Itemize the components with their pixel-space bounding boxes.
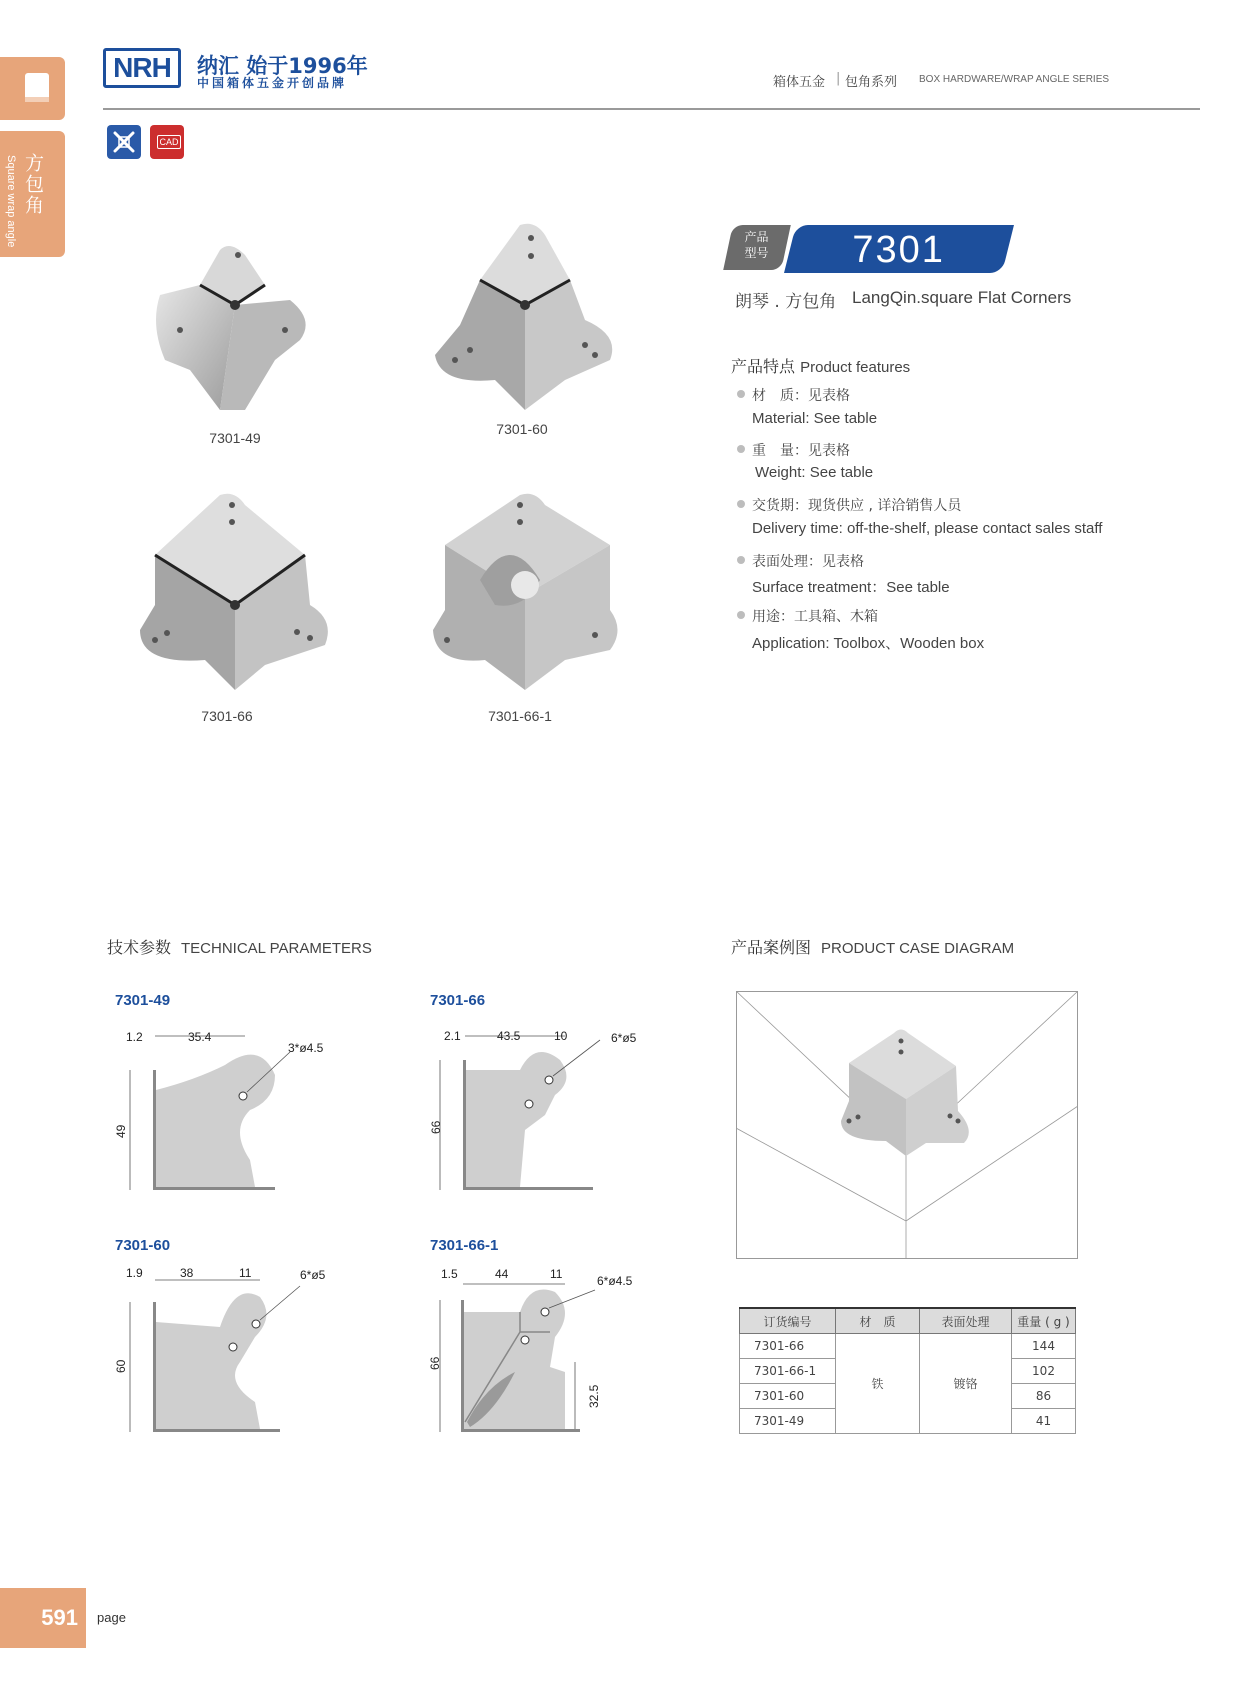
feature-bullet <box>737 500 745 508</box>
dim-7301-49-height: 49 <box>114 1124 128 1138</box>
drawing-title-7301-60: 7301-60 <box>115 1237 171 1254</box>
feature-application-en: Application: Toolbox、Wooden box <box>752 635 985 652</box>
model-tool-icon[interactable] <box>107 125 141 159</box>
th-order-code: 订货编号 <box>740 1308 836 1334</box>
product-label-7301-66-1: 7301-66-1 <box>488 708 552 724</box>
cell-weight: 144 <box>1012 1334 1076 1359</box>
drawing-title-7301-49: 7301-49 <box>115 992 171 1009</box>
feature-delivery-en: Delivery time: off-the-shelf, please contact sales staff <box>752 520 1103 537</box>
drawing-7301-66 <box>425 1030 655 1200</box>
cell-weight: 41 <box>1012 1409 1076 1434</box>
feature-application-cn: 用途：工具箱、木箱 <box>752 609 878 625</box>
product-label-7301-49: 7301-49 <box>209 430 261 446</box>
cell-material: 铁 <box>836 1334 920 1434</box>
dim-7301-49-holes: 3*ø4.5 <box>288 1041 324 1055</box>
model-number-badge <box>784 225 1014 273</box>
product-image-7301-66 <box>135 490 335 690</box>
cell-code: 7301-66 <box>740 1334 836 1359</box>
case-title-en: PRODUCT CASE DIAGRAM <box>821 940 1015 957</box>
product-image-7301-60 <box>425 220 625 415</box>
drawing-title-7301-66-1: 7301-66-1 <box>430 1237 499 1254</box>
dim-7301-66-1-d2: 44 <box>495 1267 509 1281</box>
dim-7301-66-d1: 2.1 <box>444 1029 461 1043</box>
brand-subtitle: 中国箱体五金开创品牌 <box>197 76 348 90</box>
header-divider: | <box>836 71 841 86</box>
dim-7301-66-1-holes: 6*ø4.5 <box>597 1274 633 1288</box>
dim-7301-66-1-height: 66 <box>428 1356 442 1370</box>
case-title-cn: 产品案例图 <box>731 938 812 957</box>
case-diagram-image <box>736 991 1078 1259</box>
feature-surface-en: Surface treatment：See table <box>752 579 950 596</box>
cell-weight: 86 <box>1012 1384 1076 1409</box>
case-diagram-title <box>731 935 1014 958</box>
feature-bullet <box>737 556 745 564</box>
dim-7301-49-d1: 1.2 <box>126 1030 143 1044</box>
model-tag-label <box>723 225 791 270</box>
th-surface: 表面处理 <box>920 1308 1012 1334</box>
header-category-en: BOX HARDWARE/WRAP ANGLE SERIES <box>919 74 1110 85</box>
side-label-en: Square wrap angle <box>5 155 17 248</box>
spec-table <box>739 1307 1076 1434</box>
cell-weight: 102 <box>1012 1359 1076 1384</box>
brand-name: 纳汇 始于1996年 <box>197 54 368 78</box>
header-rule <box>103 108 1200 110</box>
dim-7301-60-holes: 6*ø5 <box>300 1268 326 1282</box>
cell-code: 7301-60 <box>740 1384 836 1409</box>
header-category-2: 包角系列 <box>845 75 898 90</box>
table-header-row <box>740 1308 1076 1334</box>
cell-surface: 镀铬 <box>920 1334 1012 1434</box>
model-tag-line-1: 产品 <box>744 230 769 244</box>
product-name-cn: 朗琴 . 方包角 <box>735 292 837 312</box>
feature-bullet <box>737 445 745 453</box>
dim-7301-66-holes: 6*ø5 <box>611 1031 637 1045</box>
dim-7301-66-d2: 43.5 <box>497 1029 521 1043</box>
table-row <box>740 1334 1076 1359</box>
drawing-7301-60 <box>110 1272 340 1442</box>
dim-7301-60-d2: 38 <box>180 1266 194 1280</box>
product-image-7301-49 <box>150 240 320 410</box>
th-material: 材 质 <box>836 1308 920 1334</box>
dim-7301-66-1-d1: 1.5 <box>441 1267 458 1281</box>
model-tag-line-2: 型号 <box>744 246 769 260</box>
feature-delivery-cn: 交货期：现货供应 , 详洽销售人员 <box>752 498 962 514</box>
product-name-en: LangQin.square Flat Corners <box>852 288 1072 307</box>
tech-title-cn: 技术参数 <box>107 938 172 957</box>
dim-7301-60-d3: 11 <box>239 1266 252 1280</box>
tech-params-title <box>107 935 372 958</box>
drawing-7301-66-1 <box>425 1272 655 1447</box>
dim-7301-66-height: 66 <box>429 1120 443 1134</box>
dim-7301-49-d2: 35.4 <box>188 1030 212 1044</box>
dim-7301-60-height: 60 <box>114 1359 128 1373</box>
features-title <box>731 354 910 377</box>
feature-bullet <box>737 390 745 398</box>
product-label-7301-66: 7301-66 <box>201 708 253 724</box>
cad-icon-label: CAD <box>157 135 181 149</box>
cell-code: 7301-66-1 <box>740 1359 836 1384</box>
tech-title-en: TECHNICAL PARAMETERS <box>181 940 372 957</box>
product-label-7301-60: 7301-60 <box>496 421 548 437</box>
dim-7301-66-1-height-2: 32.5 <box>587 1384 601 1408</box>
feature-material-en: Material: See table <box>752 410 878 427</box>
cell-code: 7301-49 <box>740 1409 836 1434</box>
side-label-cn: 方包角 <box>22 153 44 216</box>
drawing-7301-49 <box>110 1030 340 1200</box>
feature-bullet <box>737 611 745 619</box>
feature-material-cn: 材 质：见表格 <box>752 388 850 404</box>
product-image-7301-66-1 <box>425 490 625 690</box>
model-number: 7301 <box>852 229 945 271</box>
features-title-en: Product features <box>800 359 911 376</box>
header-category-1: 箱体五金 <box>773 75 826 90</box>
side-tab-doc[interactable] <box>0 57 65 120</box>
dim-7301-66-d3: 10 <box>554 1029 568 1043</box>
page-word: page <box>97 1610 126 1625</box>
dim-7301-60-d1: 1.9 <box>126 1266 143 1280</box>
feature-weight-cn: 重 量：见表格 <box>752 443 850 459</box>
page-number: 591 <box>0 1588 86 1648</box>
document-icon <box>0 57 65 120</box>
brand-logo: NRH <box>103 48 181 88</box>
drawing-title-7301-66: 7301-66 <box>430 992 486 1009</box>
cad-icon[interactable] <box>150 125 184 159</box>
th-weight: 重量 ( g ) <box>1012 1308 1076 1334</box>
feature-weight-en: Weight: See table <box>755 464 874 481</box>
feature-surface-cn: 表面处理：见表格 <box>752 554 864 570</box>
features-title-cn: 产品特点 <box>731 357 796 376</box>
dim-7301-66-1-d3: 11 <box>550 1267 563 1281</box>
side-tab-square-wrap-angle[interactable] <box>0 131 65 257</box>
